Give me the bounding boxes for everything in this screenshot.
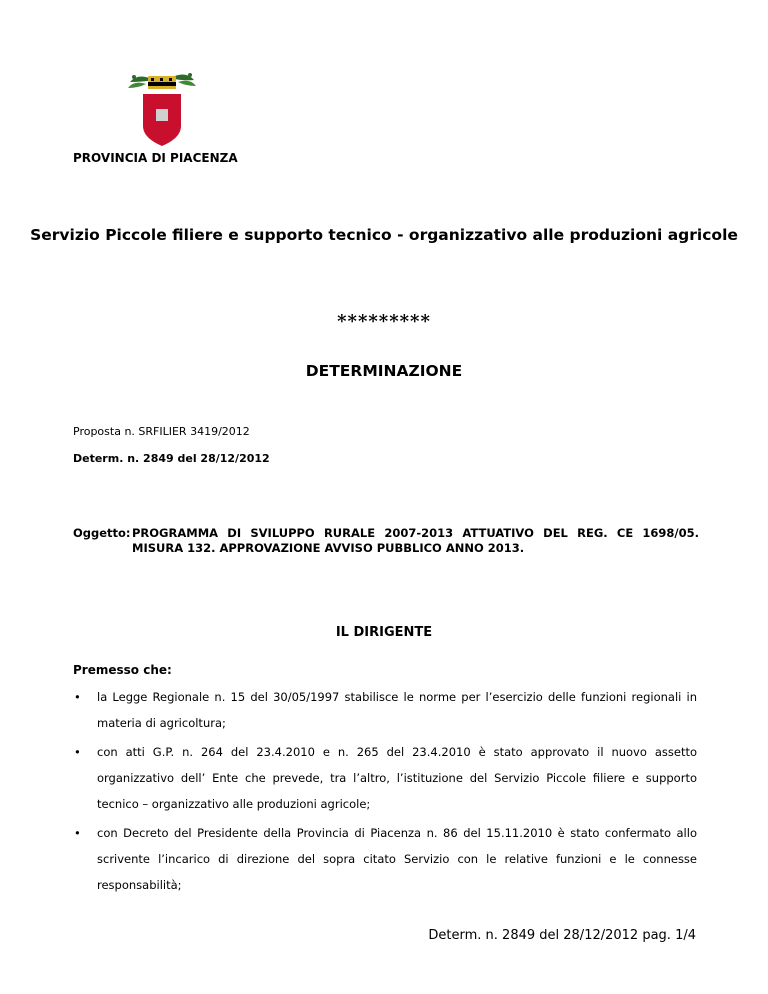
list-item [73, 820, 697, 898]
list-item-text: con Decreto del Presidente della Provincia di Piacenza n. 86 del 15.11.2010 è stato confermato allo scrivente l’incarico di direzione del sopra citato Servizio con le relative funzioni e le connesse responsabilità; [97, 826, 697, 892]
section-heading: IL DIRIGENTE [335, 625, 433, 640]
subject-label: Oggetto: [73, 526, 131, 540]
province-name: PROVINCIA DI PIACENZA [73, 151, 238, 165]
premise-label: Premesso che: [73, 663, 172, 677]
bullet-icon: • [74, 826, 81, 840]
separator-stars: ********* [337, 311, 431, 332]
list-item [73, 739, 697, 817]
subject-text: PROGRAMMA DI SVILUPPO RURALE 2007-2013 ATTUATIVO DEL REG. CE 1698/05. MISURA 132. APPROVAZIONE AVVISO PUBBLICO ANNO 2013. [132, 526, 699, 555]
premise-list [73, 684, 697, 901]
document-type-title: DETERMINAZIONE [305, 362, 463, 380]
list-item [73, 684, 697, 736]
service-title: Servizio Piccole filiere e supporto tecnico - organizzativo alle produzioni agricole [30, 226, 738, 244]
subject-block [73, 526, 699, 556]
page-footer: Determ. n. 2849 del 28/12/2012 pag. 1/4 [428, 928, 696, 943]
list-item-text: la Legge Regionale n. 15 del 30/05/1997 stabilisce le norme per l’esercizio delle funzioni regionali in materia di agricoltura; [97, 690, 697, 730]
list-item-text: con atti G.P. n. 264 del 23.4.2010 e n. 265 del 23.4.2010 è stato approvato il nuovo assetto organizzativo dell’ Ente che prevede, tra l’altro, l’istituzione del Servizio Piccole filiere e supporto tecnico – organizzativo alle produzioni agricole; [97, 745, 697, 811]
proposta-number: Proposta n. SRFILIER 3419/2012 [73, 425, 250, 438]
determination-number: Determ. n. 2849 del 28/12/2012 [73, 452, 270, 465]
province-crest-icon [124, 68, 200, 148]
bullet-icon: • [74, 745, 81, 759]
bullet-icon: • [74, 690, 81, 704]
